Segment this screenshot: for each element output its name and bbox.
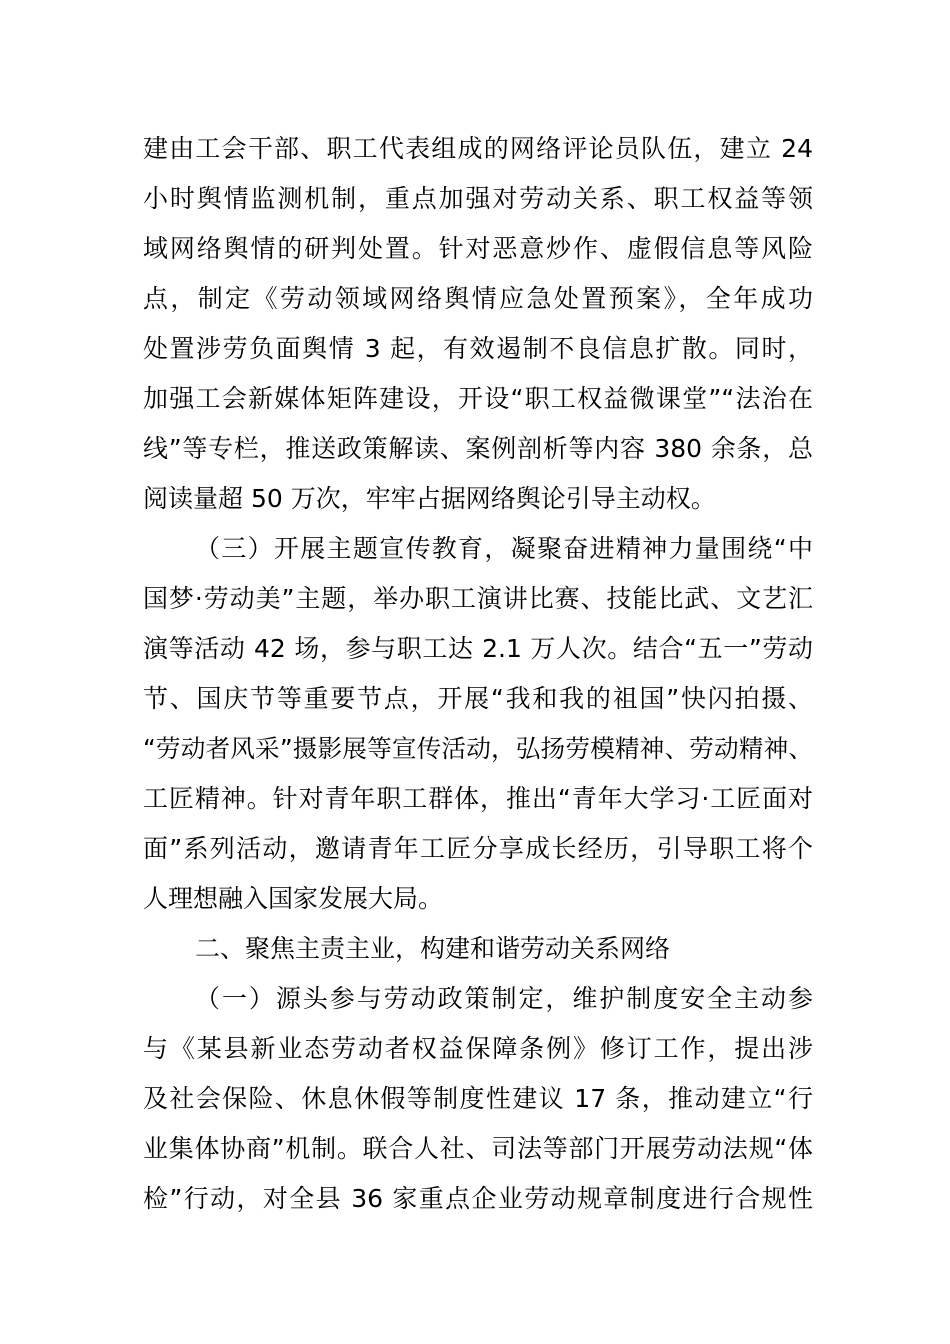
text-line: 检”行动，对全县 36 家重点企业劳动规章制度进行合规性 [143,1184,813,1213]
body-text [143,124,813,1224]
text-line: 人理想融入国家发展大局。 [143,884,444,913]
text-line: 与《某县新业态劳动者权益保障条例》修订工作，提出涉 [143,1034,813,1063]
text-line: （一）源头参与劳动政策制定，维护制度安全主动参 [195,984,813,1013]
text-line: 工匠精神。针对青年职工群体，推出“青年大学习·工匠面对 [143,784,813,813]
text-line: 点，制定《劳动领域网络舆情应急处置预案》，全年成功 [143,284,813,313]
text-line: 国梦·劳动美”主题，举办职工演讲比赛、技能比武、文艺汇 [143,584,813,613]
text-line: 演等活动 42 场，参与职工达 2.1 万人次。结合“五一”劳动 [143,634,813,663]
text-line: 及社会保险、休息休假等制度性建议 17 条，推动建立“行 [143,1084,813,1113]
text-line: “劳动者风采”摄影展等宣传活动，弘扬劳模精神、劳动精神、 [143,734,813,763]
text-line: 建由工会干部、职工代表组成的网络评论员队伍，建立 24 [143,134,813,163]
text-line: 二、聚焦主责主业，构建和谐劳动关系网络 [195,934,671,963]
text-line: 面”系列活动，邀请青年工匠分享成长经历，引导职工将个 [143,834,813,863]
text-line: 处置涉劳负面舆情 3 起，有效遏制不良信息扩散。同时， [143,334,813,363]
text-line: 线”等专栏，推送政策解读、案例剖析等内容 380 余条，总 [143,434,813,463]
text-line: 小时舆情监测机制，重点加强对劳动关系、职工权益等领 [143,184,813,213]
text-line: 业集体协商”机制。联合人社、司法等部门开展劳动法规“体 [143,1134,813,1163]
text-line: 加强工会新媒体矩阵建设，开设“职工权益微课堂”“法治在 [143,384,813,413]
text-line: （三）开展主题宣传教育，凝聚奋进精神力量围绕“中 [195,534,813,563]
text-line: 节、国庆节等重要节点，开展“我和我的祖国”快闪拍摄、 [143,684,813,713]
text-line: 阅读量超 50 万次，牢牢占据网络舆论引导主动权。 [143,484,716,513]
text-line: 域网络舆情的研判处置。针对恶意炒作、虚假信息等风险 [143,234,813,263]
